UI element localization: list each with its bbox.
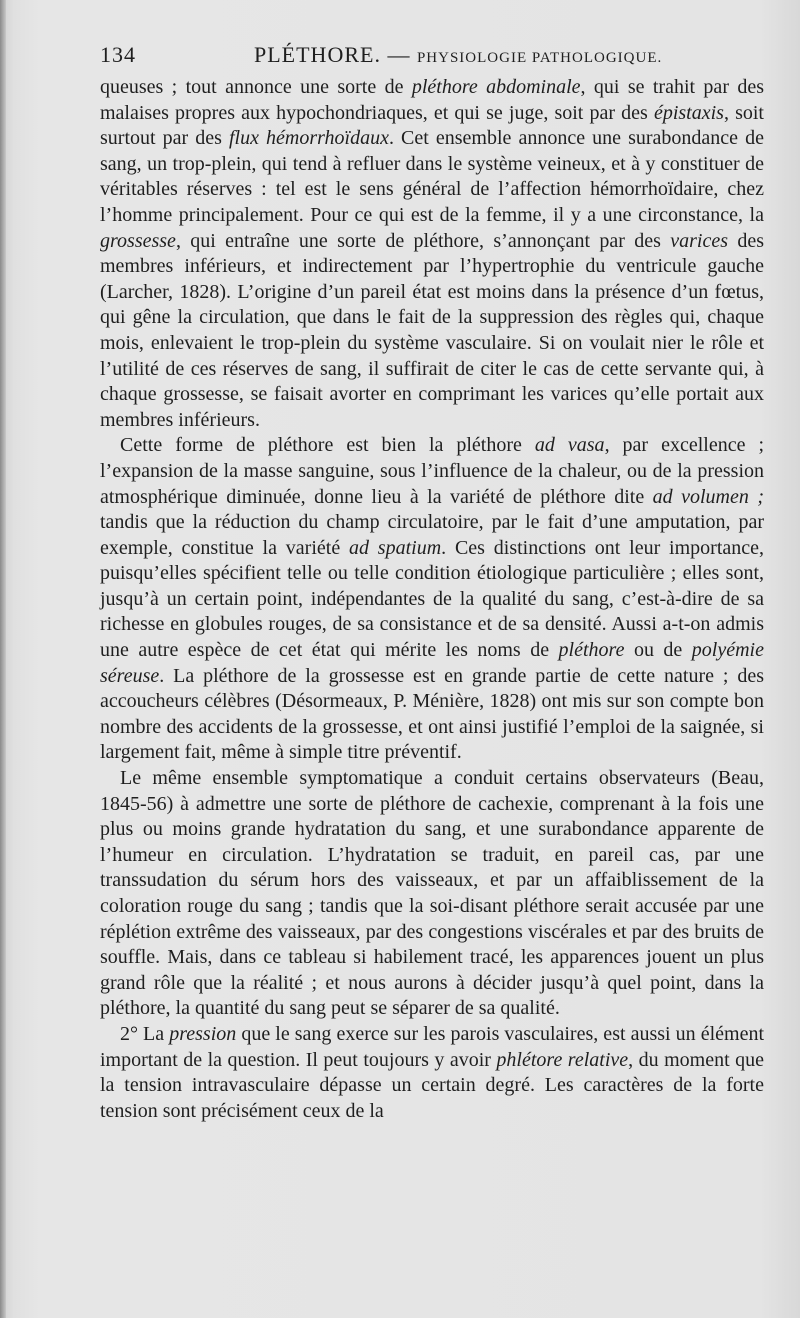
italic-term: épistaxis	[653, 101, 724, 124]
paragraph	[100, 433, 764, 766]
text-run: , du moment que la tension intravasculaire dépasse un certain degré. Les caractères de la forte tension sont précisément ceux de la	[100, 1048, 765, 1122]
text-run: ou de	[624, 639, 692, 662]
paragraph	[100, 1022, 764, 1124]
text-run: , par excellence ; l’expansion de la masse sanguine, sous l’influence de la chaleur, ou de la pression atmosphérique diminuée, donne lieu à la variété de pléthore dite	[100, 434, 765, 508]
italic-term: ad spatium	[349, 536, 442, 559]
text-run: . Cet ensemble annonce une surabondance de sang, un trop-plein, qui tend à refluer dans le système veineux, et à y constituer de véritables réserves : tel est le sens général de l’affection hémorrhoïdaire, chez l’homme principalement. Pour ce qui est de la femme, il y a une circonstance, la	[100, 127, 764, 226]
text-run: , soit surtout par des	[100, 101, 764, 150]
text-run: queuses ; tout annonce une sorte de	[100, 76, 412, 98]
text-run: , qui se trahit par des malaises propres aux hypochondriaques, et qui se juge, soit par des	[100, 76, 765, 124]
header-title	[254, 42, 662, 68]
text-run: . Ces distinctions ont leur importance, puisqu’elles spécifient telle ou telle condition étiologique particulière ; elles sont, jusqu’à un certain point, indépendantes de la qualité du sang, c’est-à-dire de sa richesse en globules rouges, de sa consistance et de sa densité. Aussi a-t-on admis une autre espèce de cet état qui mérite les noms de	[100, 536, 765, 662]
italic-term: ad volumen ;	[652, 485, 764, 508]
page-binding-edge	[0, 0, 6, 1318]
italic-term: ad vasa	[534, 434, 605, 457]
header-title-sub: PHYSIOLOGIE PATHOLOGIQUE.	[416, 50, 663, 66]
header-title-main: PLÉTHORE. —	[254, 42, 417, 67]
italic-term: pléthore	[558, 639, 625, 662]
italic-term: varices	[670, 229, 728, 252]
text-run: Le même ensemble symptomatique a conduit certains observateurs (Beau, 1845-56) à admettre une sorte de pléthore de cachexie, comprenant à la fois une plus ou moins grande hydratation du sang, et une surabondance apparente de l’humeur en circulation. L’hydratation se traduit, en pareil cas, par une transsudation du sérum hors des vaisseaux, et par un affaiblissement de la coloration rouge du sang ; tandis que la soi-disant pléthore serait accusée par une réplétion extrême des vaisseaux, par des congestions viscérales et par des bruits de souffle. Mais, dans ce tableau si habilement tracé, les apparences jouent un plus grand rôle que la réalité ; et nous aurons à décider jusqu’à quel point, dans la pléthore, la quantité du sang peut se séparer de sa qualité.	[100, 767, 764, 1020]
italic-term: pléthore abdominale	[411, 76, 581, 98]
running-head	[100, 42, 762, 70]
text-run: 2° La	[120, 1022, 170, 1045]
paragraph	[100, 75, 764, 433]
text-run: que le sang exerce sur les parois vasculaires, est aussi un élément important de la question. Il peut toujours y avoir	[100, 1022, 765, 1071]
italic-term: polyémie séreuse	[100, 639, 764, 687]
text-run: . La pléthore de la grossesse est en grande partie de cette nature ; des accoucheurs célèbres (Désormeaux, P. Ménière, 1828) ont mis sur son compte bon nombre des accidents de la grossesse, et ont ainsi justifié l’emploi de la saignée, si largement fait, même à simple titre préventif.	[100, 664, 764, 764]
page-number: 134	[100, 42, 136, 67]
italic-term: grossesse	[100, 229, 176, 252]
paragraph	[100, 766, 764, 1022]
italic-term: flux hémorrhoïdaux	[228, 127, 389, 150]
body-text	[100, 75, 764, 1124]
italic-term: pression	[169, 1022, 237, 1045]
text-run: , qui entraîne une sorte de pléthore, s’annonçant par des	[175, 229, 671, 252]
text-run: Cette forme de pléthore est bien la pléthore	[120, 434, 535, 457]
text-run: tandis que la réduction du champ circulatoire, par le fait d’une amputation, par exemple, constitue la variété	[100, 511, 764, 559]
text-run: des membres inférieurs, et indirectement par l’hypertrophie du ventricule gauche (Larcher, 1828). L’origine d’un pareil état est moins dans la présence d’un fœtus, qui gêne la circulation, que dans le fait de la suppression des règles qui, chaque mois, enlevaient le trop-plein du système vasculaire. Si on voulait nier le rôle et l’utilité de ces réserves de sang, il suffirait de citer le cas de cette servante qui, à chaque grossesse, se faisait avorter en comprimant les varices qu’elle portait aux membres inférieurs.	[100, 229, 764, 431]
italic-term: phlétore relative	[496, 1048, 629, 1071]
